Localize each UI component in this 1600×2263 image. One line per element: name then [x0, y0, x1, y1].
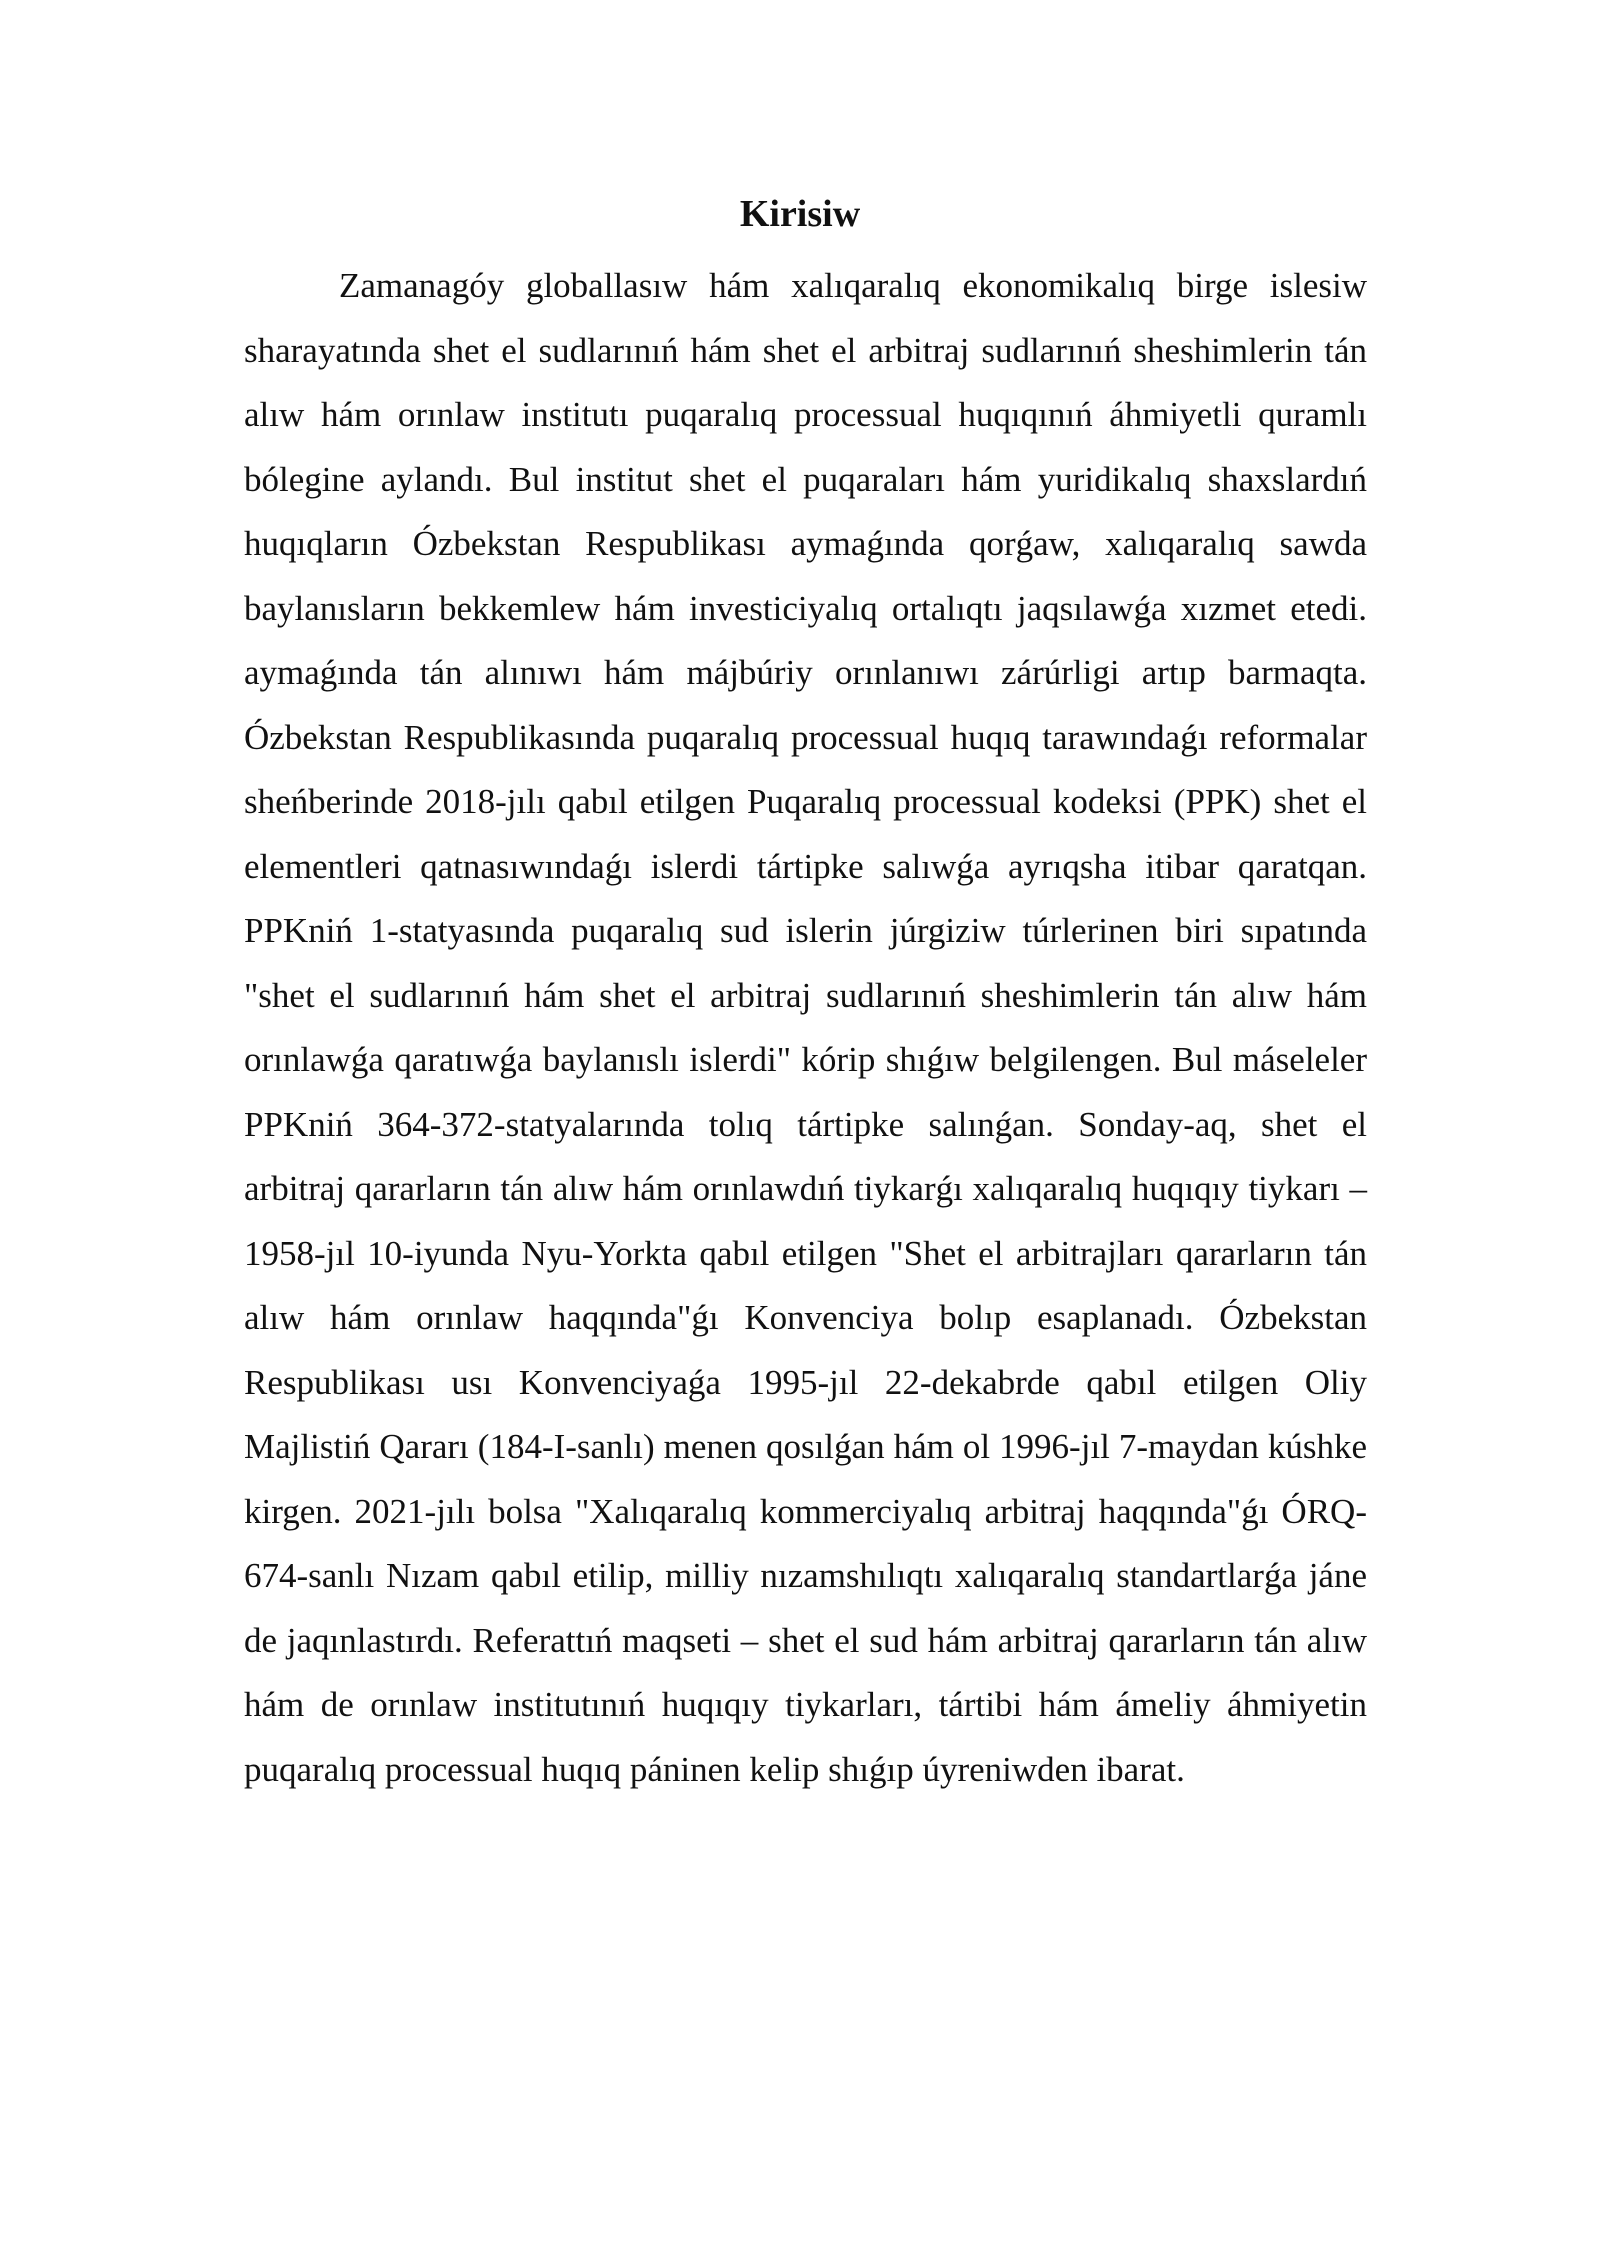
body-paragraph: Zamanagóy globallasıw hám xalıqaralıq ekonomikalıq birge islesiw sharayatında shet el sudlarınıń hám shet el arbitraj sudlarınıń sheshimlerin tán alıw hám orınlaw institutı puqaralıq processual huqıqınıń áhmiyetli quramlı bólegine aylandı. Bul institut shet el puqaraları hám yuridikalıq shaxslardıń huqıqların Ózbekstan Respublikası aymaǵında qorǵaw, xalıqaralıq sawda baylanısların bekkemlew hám investiciyalıq ortalıqtı jaqsılawǵa xızmet etedi. aymaǵında tán alınıwı hám májbúriy orınlanıwı zárúrligi artıp barmaqta. Ózbekstan Respublikasında puqaralıq processual huqıq tarawındaǵı reformalar sheńberinde 2018-jılı qabıl etilgen Puqaralıq processual kodeksi (PPK) shet el elementleri qatnasıwındaǵı islerdi tártipke salıwǵa ayrıqsha itibar qaratqan. PPKniń 1-statyasında puqaralıq sud islerin júrgiziw túrlerinen biri sıpatında "shet el sudlarınıń hám shet el arbitraj sudlarınıń sheshimlerin tán alıw hám orınlawǵa qaratıwǵa baylanıslı islerdi" kórip shıǵıw belgilengen. Bul máseleler PPKniń 364-372-statyalarında tolıq tártipke salınǵan. Sonday-aq, shet el arbitraj qararların tán alıw hám orınlawdıń tiykarǵı xalıqaralıq huqıqıy tiykarı – 1958-jıl 10-iyunda Nyu-Yorkta qabıl etilgen "Shet el arbitrajları qararların tán alıw hám orınlaw haqqında"ǵı Konvenciya bolıp esaplanadı. Ózbekstan Respublikası usı Konvenciyaǵa 1995-jıl 22-dekabrde qabıl etilgen Oliy Majlistiń Qararı (184-I-sanlı) menen qosılǵan hám ol 1996-jıl 7-maydan kúshke kirgen. 2021-jılı bolsa "Xalıqaralıq kommerciyalıq arbitraj haqqında"ǵı ÓRQ-674-sanlı Nızam qabıl etilip, milliy nızamshılıqtı xalıqaralıq standartlarǵa jáne de jaqınlastırdı. Referattıń maqseti – shet el sud hám arbitraj qararların tán alıw hám de orınlaw institutınıń huqıqıy tiykarları, tártibi hám ámeliy áhmiyetin puqaralıq processual huqıq páninen kelip shıǵıp úyreniwden ibarat.: [244, 266, 1367, 1789]
page-title: Kirisiw: [739, 193, 861, 235]
